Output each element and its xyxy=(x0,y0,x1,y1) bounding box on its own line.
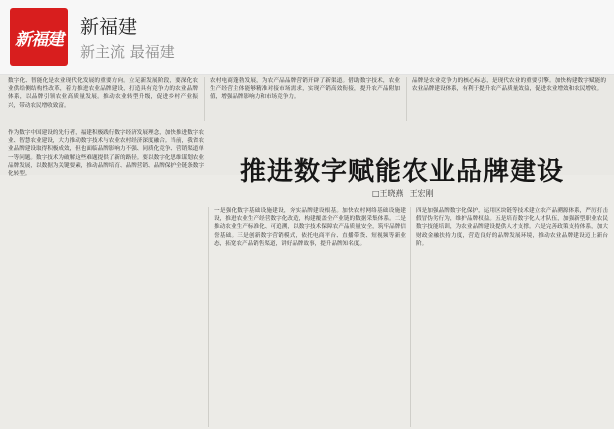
app-slogan: 新主流 最福建 xyxy=(80,43,175,61)
app-header xyxy=(0,0,614,75)
article-byline xyxy=(372,188,434,199)
app-logo[interactable] xyxy=(10,8,68,66)
body-column-1: 作为数字中国建设的先行者，福建积极践行数字经济发展理念，加快推进数字农业、智慧农业建设，大力推动数字技术与农业农村经济深度融合。当前，我省农业品牌建设取得积极成效，但也面临品牌影响力不强、同质化竞争、营销渠道单一等问题。数字技术为破解这些难题提供了新的路径。要以数字化思维谋划农业品牌发展，以数据为关键要素，推动品牌培育、品牌营销、品牌保护全链条数字化转型。 xyxy=(8,130,204,178)
column-rule xyxy=(208,207,209,427)
top-column-2: 农村电商蓬勃发展，为农产品品牌营销开辟了新渠道。借助数字技术，农业生产经营主体能够精准对接市场需求，实现产销高效衔接，提升农产品附加值，增强品牌影响力和市场竞争力。 xyxy=(210,78,400,101)
column-rule xyxy=(204,77,205,121)
top-column-1: 数字化、智能化是农业现代化发展的重要方向。立足新发展阶段，要深化农业供给侧结构性改革，着力推进农业品牌建设，打造具有竞争力的农业品牌体系，以品牌引领农业高质量发展。推动农业转型升级，促进乡村产业振兴，带动农民增收致富。 xyxy=(8,78,198,109)
top-column-3: 品牌是农业竞争力的核心标志，是现代农业的重要引擎。加快构建数字赋能的农业品牌建设体系，有利于提升农产品质量效益，促进农业增效和农民增收。 xyxy=(412,78,606,93)
logo-text: 新福建 xyxy=(15,29,63,50)
column-rule xyxy=(410,207,411,427)
app-name: 新福建 xyxy=(80,16,138,38)
author-name: 王宏刚 xyxy=(409,189,434,198)
newspaper-page xyxy=(0,75,614,429)
column-rule xyxy=(406,77,407,121)
body-column-2: 一是强化数字基础设施建设，夯实品牌建设根基。加快农村网络基础设施建设，推进农业生产经营数字化改造，构建覆盖全产业链的数据采集体系。二是推动农业生产标准化、可追溯，以数字技术保障农产品质量安全，筑牢品牌信誉基础。三是创新数字营销模式，依托电商平台、直播带货、短视频等新业态，拓宽农产品销售渠道，讲好品牌故事，提升品牌知名度。 xyxy=(214,208,406,247)
article-headline: 推进数字赋能农业品牌建设 xyxy=(240,157,565,187)
body-column-3: 四是加强品牌数字化保护，运用区块链等技术建立农产品溯源体系，严厉打击假冒伪劣行为，维护品牌权益。五是培育数字化人才队伍，加强新型职业农民数字技能培训，为农业品牌建设提供人才支撑。六是完善政策支持体系，加大财政金融扶持力度，营造良好的品牌发展环境，推动农业品牌建设迈上新台阶。 xyxy=(416,208,608,247)
author-name: □王晓燕 xyxy=(372,189,404,198)
